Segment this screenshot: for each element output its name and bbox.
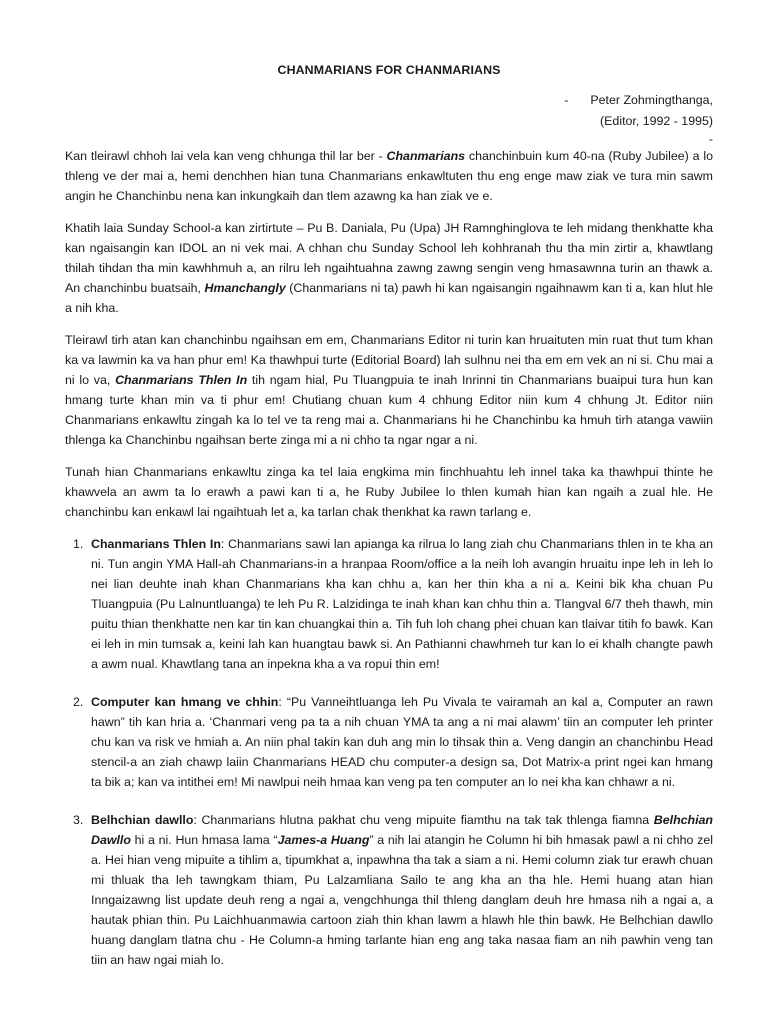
byline-role: (Editor, 1992 - 1995) <box>600 114 713 128</box>
list-item-text: “Pu Vanneihtluanga leh Pu Vivala te vairamah an kal a, Computer an rawn hawn” tih kan hria a. ‘Chanmari veng pa ta a nih chuan YMA ta ang a ni mai alawm’ tiin an computer leh printer chu kan va risk ve hmiah a. An niin phal takin kan duh ang min lo tihsak thin a. Veng dangin an chanchinbu Head stencil-a an ziah chawp laiin Chanmarians HEAD chu computer-a design sa, Dot Matrix-a print ngei kan hmang ta bik a; kan va intithei em! Mi nawlpui neih hmaa kan veng pa ten computer an lo nei kha kan chhawr a ni. <box>91 695 713 789</box>
byline-dash: - <box>564 93 569 107</box>
list-item-heading: Computer kan hmang ve chhin <box>91 695 279 709</box>
list-item <box>65 692 713 792</box>
list-item-colon: : <box>278 695 287 709</box>
paragraph-text: tih ngam hial, Pu Tluangpuia te inah Inrinni tin Chanmarians buaipui tura hun kan hmang turte khan min va ti phur em! Chutiang chuan kum 4 chhung Editor niin kum 4 chhung Jt. Editor niin Chanmarians enkawltu zingah ka lo tel ve ta reng mai a. Chanmarians hi he Chanchinbu ka hmuh tirh atanga vawiin thlenga ka Chanchinbu ngaihsan berte zinga mi a ni chho ta ngar ngar a ni. <box>65 373 713 447</box>
paragraph-text: Tunah hian Chanmarians enkawltu zinga ka tel laia engkima min finchhuahtu leh innel taka ka thawhpui thinte he khawvela an awm ta lo erawh a pawi kan ti a, he Ruby Jubilee lo thlen kumah hian kan ngaih a zual hle. He chanchinbu kan enkawl lai ngaihtuah let a, ka tarlan chak thenkhat ka rawn tarlang e. <box>65 465 713 519</box>
paragraph-editor <box>65 330 713 450</box>
list-number: 3. <box>73 813 84 827</box>
list-item-text: ” a nih lai atangin he Column hi bih hmasak pawl a ni chho zel a. Hei hian veng mipuite a tihlim a, tipumkhat a, inpawhna tha tak a siam a ni. Hemi column ziak tur erawh chuan mi thluak tha leh tawngkam thiam, Pu Lalzamliana Sailo te ang kha an tha hle. Hemi huang atan hian Inngaizawng list update deuh reng a ngai a, vengchhunga thil thleng danglam deuh hre hmasa nih a ngai a, a hautak phian thin. Pu Laichhuanmawia cartoon ziah thin khan lawm a hlawh hle thin bawk. He Belhchian dawllo huang danglam tlatna chu - He Column-a hming tarlante hian eng ang taka nasaa fiam an nih pawhin veng tan tiin an haw ngai miah lo. <box>91 833 713 967</box>
list-item-heading: Belhchian dawllo <box>91 813 194 827</box>
list-number: 2. <box>73 695 84 709</box>
list-item <box>65 534 713 674</box>
list-item-text: Chanmarians sawi lan apianga ka rilrua lo lang ziah chu Chanmarians thlen in te kha an ni. Tun angin YMA Hall-ah Chanmarians-in a hranpaa Room/office a la neih loh avangin hruaitu inpe leh in leh lo nei lian deuhte inah khan Chanmarians kha kan chhu a, kan her thin kha a ni a. Keini bik kha chuan Pu Tluangpuia (Pu Lalnuntluanga) te leh Pu R. Lalzidinga te inah khan kan chhu thin a. Tlangval 6/7 theh thawh, min puitu thian thenkhatte nen kar tin kan chuangkai thin a. Tih fuh loh chang phei chuan kan tlaivar titih fo bawk. Kan ei leh in min tumsak a, keini lah kan huangtau bawk si. An Pathianni chawhmeh tur kan lo ei khalh changte pawh a awm nual. Khawtlang tana an inpekna kha a va ropui thin em! <box>91 537 713 671</box>
paragraph-text: chanchinbuin kum 40-na (Ruby Jubilee) a lo thleng ve der mai a, hemi denchhen hian tuna Chanmarians enkawltuten thu eng enge maw ziak ve tura min sawm angin he Chanchinbu nena kan inkungkaih dan tlem azawng ka han ziak ve e. <box>65 149 713 203</box>
emphasis-chanmarians: Chanmarians <box>386 149 466 163</box>
emphasis-james-a-huang: James-a Huang <box>277 833 370 847</box>
list-item-text: Chanmarians hlutna pakhat chu veng mipuite fiamthu na tak tak thlenga fiamna <box>201 813 654 827</box>
numbered-list <box>65 534 713 970</box>
paragraph-ruby-jubilee <box>65 462 713 522</box>
paragraph-sunday-school <box>65 218 713 318</box>
paragraph-text: (Chanmarians ni ta) pawh hi kan ngaisangin ngaihnawm kan ti a, kan hlut hle a nih kha. <box>65 281 713 315</box>
list-item <box>65 810 713 970</box>
list-item-colon: : <box>220 537 229 551</box>
byline-trailing-dash-text: - <box>708 132 713 146</box>
byline-trailing-dash <box>65 132 713 146</box>
list-item-colon: : <box>193 813 202 827</box>
list-number: 1. <box>73 537 84 551</box>
emphasis-thlen-in: Chanmarians Thlen In <box>115 373 248 387</box>
byline-author-line <box>65 90 713 111</box>
emphasis-belhchian-dawllo: Belhchian Dawllo <box>91 813 713 847</box>
list-item-text: hi a ni. Hun hmasa lama “ <box>130 833 278 847</box>
paragraph-intro <box>65 146 713 206</box>
list-item-heading: Chanmarians Thlen In <box>91 537 221 551</box>
paragraph-text: Tleirawl tirh atan kan chanchinbu ngaihsan em em, Chanmarians Editor ni turin kan hruaituten min ruat thut tum khan ka va lawmin ka va han phur em! Ka thawhpui turte (Editorial Board) lah sulhnu nei tha em em vek an ni si. Chu mai a ni lo va, <box>65 333 713 387</box>
byline-role-line <box>65 111 713 132</box>
document-title: CHANMARIANS FOR CHANMARIANS <box>277 63 501 77</box>
byline-author: Peter Zohmingthanga, <box>590 93 713 107</box>
paragraph-text: Kan tleirawl chhoh lai vela kan veng chhunga thil lar ber - <box>65 149 387 163</box>
paragraph-text: Khatih laia Sunday School-a kan zirtirtute – Pu B. Daniala, Pu (Upa) JH Ramnghinglova te leh midang thenkhatte kha kan ngaisangin kan IDOL an ni vek mai. A chhan chu Sunday School leh kohhranah thu tha min zirtir a, khawtlang thilah tihdan tha min kawhhmuh a, an rilru leh ngaihtuahna zawng zawng sengin veng hmasawnna turin an thawk a. An chanchinbu buatsaih, <box>65 221 713 295</box>
emphasis-hmanchangly: Hmanchangly <box>204 281 286 295</box>
